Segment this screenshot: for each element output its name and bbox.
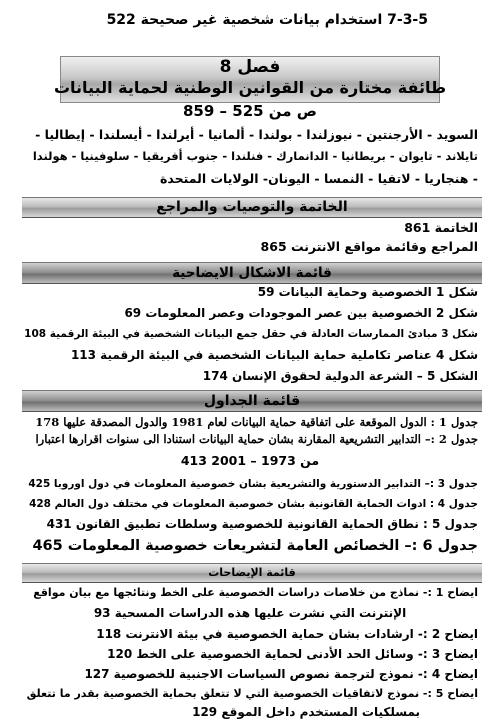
figure-list-item: شكل 3 مبادئ الممارسات العادلة في حقل جمع البيانات الشخصية في البيئة الرقمية 108	[24, 328, 478, 340]
clarification-item-continuation: بمسلكيات المستخدم داخل الموقع 129	[192, 705, 420, 719]
chapter-title: طائفة مختارة من القوانين الوطنية لحماية البيانات	[53, 78, 447, 97]
table-list-item-continuation: من 1973 – 2001 413	[180, 453, 320, 468]
conclusion-item: الخاتمة 861	[404, 220, 478, 235]
chapter-label: فصل 8	[219, 57, 281, 77]
figure-list-item: شكل 2 الخصوصية بين عصر الموجودات وعصر المعلومات 69	[124, 306, 478, 320]
tables-heading: قائمة الجداول	[22, 390, 482, 412]
clarifications-heading: قائمة الإيضاحات	[22, 563, 482, 583]
figure-list-item: الشكل 5 – الشرعة الدولية لحقوق الإنسان 174	[202, 369, 478, 383]
clarification-item: ايضاح 1 :- نماذج من خلاصات دراسات الخصوصية على الخط ونتائجها مع بيان مواقع	[33, 586, 478, 599]
figure-list-item: شكل 4 عناصر تكاملية حماية البيانات الشخصية في البيئة الرقمية 113	[70, 348, 478, 362]
clarification-item: ايضاح 3 :- وسائل الحد الأدنى لحماية الخصوصية على الخط 120	[107, 647, 478, 661]
conclusion-heading: الخاتمة والتوصيات والمراجع	[22, 197, 482, 218]
table-list-item: جدول 1 : الدول الموقعة على اتفاقية حماية البيانات لعام 1981 والدول المصدقة عليها 178	[35, 415, 478, 429]
clarification-item: ايضاح 5 :- نموذج لاتفاقيات الخصوصية التي لا تتعلق بحماية الخصوصية بقدر ما تتعلق	[26, 687, 478, 700]
clarification-item: ايضاح 2 :- ارشادات بشان حماية الخصوصية في بيئة الانترنت 118	[96, 627, 478, 641]
table-list-item: جدول 2 :– التدابير التشريعية المقارنة بشان حماية البيانات استنادا الى سنوات اقرارها اعتبارا	[35, 432, 478, 446]
figure-list-item: شكل 1 الخصوصية وحماية البيانات 59	[257, 285, 478, 299]
table-list-item: جدول 6 :– الخصائص العامة لتشريعات خصوصية المعلومات 465	[32, 538, 478, 554]
chapter-page-range: ص من 525 – 859	[183, 102, 317, 120]
figures-heading: قائمة الاشكال الايضاحية	[22, 262, 482, 284]
table-list-item: جدول 3 :– التدابير الدستورية والتشريعية بشان خصوصية المعلومات في دول اوروبا 425	[28, 478, 478, 490]
clarification-item: ايضاح 4 :- نموذج لترجمة نصوص السياسات الاجنبية للخصوصية 127	[84, 667, 478, 681]
section-entry-7-3-5: 7-3-5 استخدام بيانات شخصية غير صحيحة 522	[106, 12, 428, 28]
table-list-item: جدول 4 : ادوات الحماية القانونية بشان خصوصية المعلومات في مختلف دول العالم 428	[29, 498, 478, 510]
table-list-item: جدول 5 : نطاق الحماية القانونية للخصوصية وسلطات تطبيق القانون 431	[46, 517, 478, 531]
clarification-item-continuation: الإنترنت التي نشرت عليها هذه الدراسات المسحية 93	[93, 606, 407, 620]
conclusion-item: المراجع وقائمة مواقع الانترنت 865	[260, 239, 478, 254]
country-list-line: السويد - الأرجنتين - نيوزلندا - بولندا - ألمانيا - أيرلندا - أيسلندا - إيطاليا -	[35, 127, 478, 142]
country-list-line: - هنجاريا - لاتفيا - النمسا - اليونان- الولايات المتحدة	[160, 171, 478, 186]
country-list-line: تايلاند - تايوان - بريطانيا - الدانمارك - فنلندا - جنوب أفريقيا - سلوفينيا - هولندا	[32, 149, 478, 163]
